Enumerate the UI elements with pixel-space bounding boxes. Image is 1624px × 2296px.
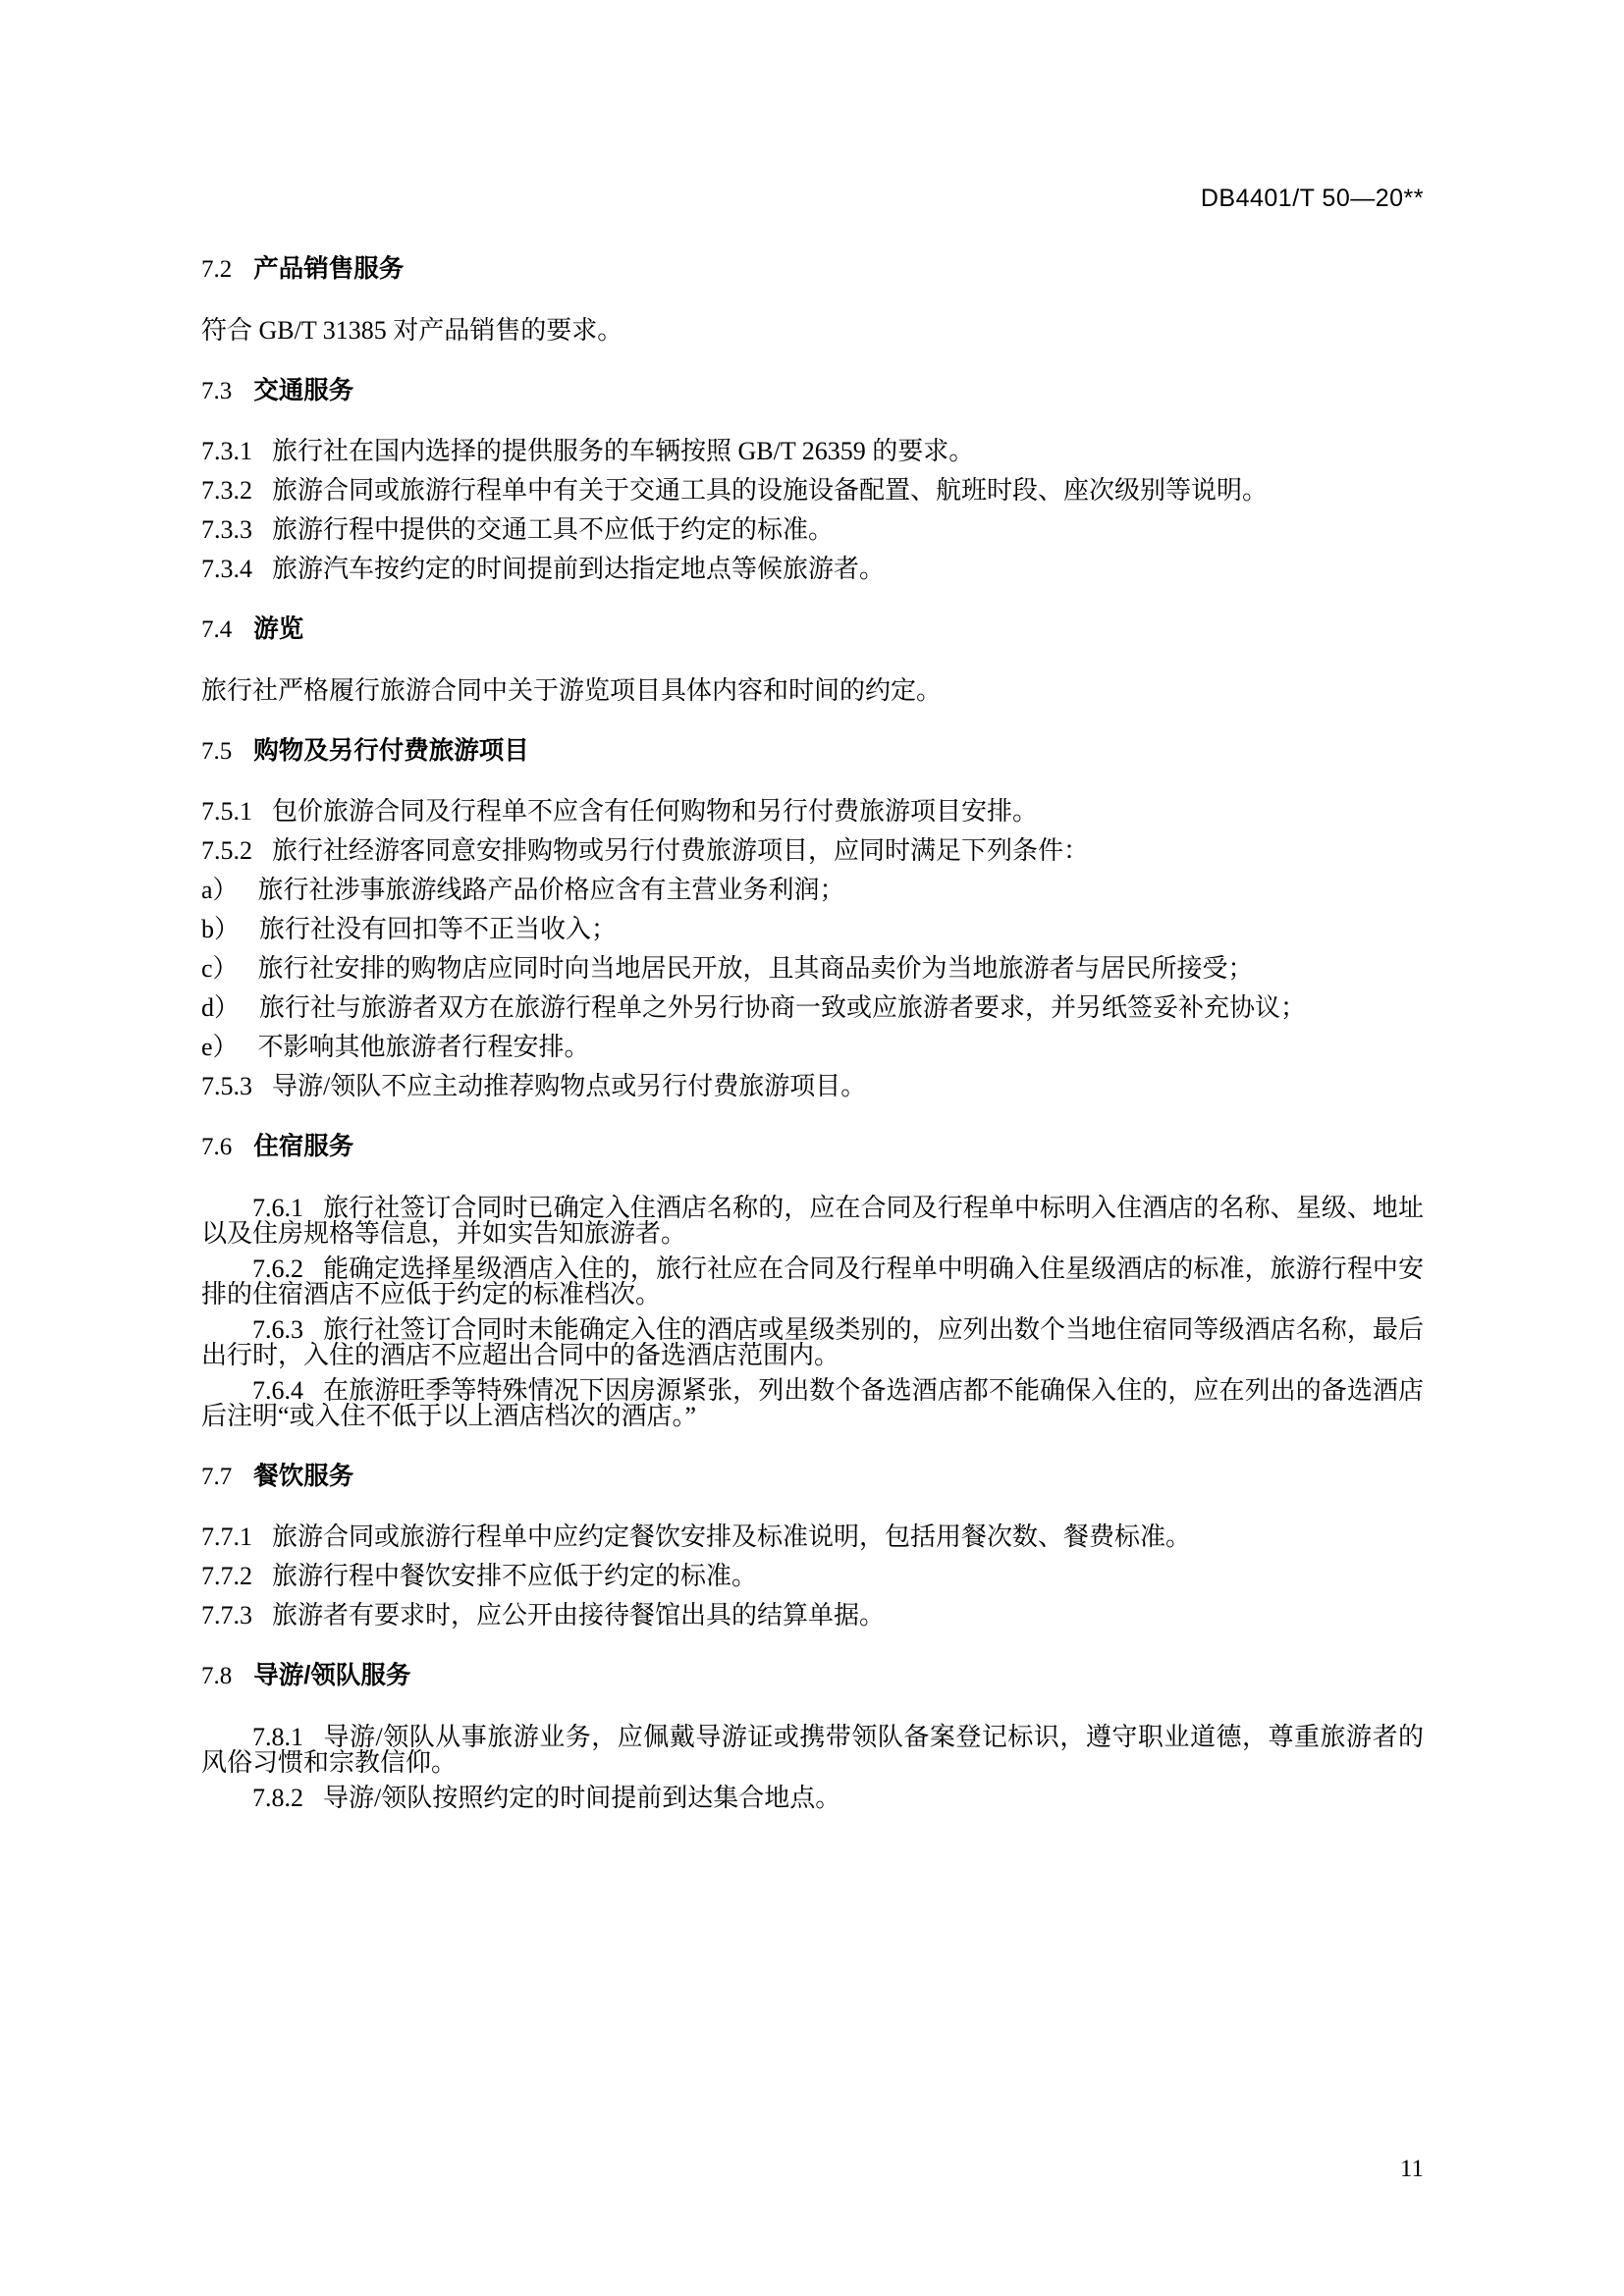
list-item: d） 旅行社与旅游者双方在旅游行程单之外另行协商一致或应旅游者要求，并另纸签妥补充协议； [201,993,1307,1022]
para-7-6-3: 7.6.3 旅行社签订合同时未能确定入住的酒店或星级类别的，应列出数个当地住宿同等级酒店名称，最后出行时，入住的酒店不应超出合同中的备选酒店范围内。 [201,1314,1424,1369]
list-item: b） 旅行社没有回扣等不正当收入； [201,915,618,943]
heading-7-7 [201,1462,1424,1490]
para-7-8-2: 7.8.2 导游/领队按照约定的时间提前到达集合地点。 [252,1783,841,1812]
para-7-5-3: 7.5.3 导游/领队不应主动推荐购物点或另行付费旅游项目。 [201,1072,867,1100]
list-item: c） 旅行社安排的购物店应同时向当地居民开放，且其商品卖价为当地旅游者与居民所接受； [201,954,1254,983]
para-7-6-2: 7.6.2 能确定选择星级酒店入住的，旅行社应在合同及行程单中明确入住星级酒店的标准，旅游行程中安排的住宿酒店不应低于约定的标准档次。 [201,1254,1424,1308]
para-7-5-1: 7.5.1 包价旅游合同及行程单不应含有任何购物和另行付费旅游项目安排。 [201,797,1039,826]
heading-7-8-title: 导游/领队服务 [253,1662,411,1689]
list-item: a） 旅行社涉事旅游线路产品价格应含有主营业务利润； [201,876,845,904]
para-7-6-4: 7.6.4 在旅游旺季等特殊情况下因房源紧张，列出数个备选酒店都不能确保入住的，应在列出的备选酒店后注明“或入住不低于以上酒店档次的酒店。” [201,1375,1424,1430]
heading-7-4-number: 7.4 [201,616,233,643]
heading-7-5 [201,736,1424,765]
heading-7-6-title: 住宿服务 [253,1133,354,1160]
para-7-8-1: 7.8.1 导游/领队从事旅游业务，应佩戴导游证或携带领队备案登记标识，遵守职业道德，尊重旅游者的风俗习惯和宗教信仰。 [201,1722,1424,1777]
para-7-3-1: 7.3.1 旅行社在国内选择的提供服务的车辆按照 GB/T 26359 的要求。 [201,437,975,465]
heading-7-7-title: 餐饮服务 [253,1462,354,1490]
para-7-3-2: 7.3.2 旅游合同或旅游行程单中有关于交通工具的设施设备配置、航班时段、座次级别等说明。 [201,476,1269,505]
heading-7-2-number: 7.2 [201,256,233,283]
para-7-3-3: 7.3.3 旅游行程中提供的交通工具不应低于约定的标准。 [201,515,835,544]
heading-7-2-title: 产品销售服务 [253,255,405,283]
heading-7-6-number: 7.6 [201,1134,233,1160]
heading-7-5-number: 7.5 [201,737,233,765]
para-7-7-3: 7.7.3 旅游者有要求时，应公开由接待餐馆出具的结算单据。 [201,1601,886,1629]
heading-7-3-title: 交通服务 [253,376,354,404]
heading-7-3 [201,376,1424,404]
document-body [201,257,1424,1811]
heading-7-4 [201,617,1424,643]
para-7-4-1: 旅行社严格履行旅游合同中关于游览项目具体内容和时间的约定。 [201,675,943,705]
page-number: 11 [1399,2156,1424,2182]
heading-7-2 [201,257,1424,283]
heading-7-8-number: 7.8 [201,1663,233,1689]
list-7-5-2 [201,878,1424,1060]
heading-7-3-number: 7.3 [201,377,233,404]
para-7-5-2: 7.5.2 旅行社经游客同意安排购物或另行付费旅游项目，应同时满足下列条件： [201,836,1090,865]
heading-7-4-title: 游览 [253,615,304,643]
running-header: DB4401/T 50—20** [1200,185,1424,212]
para-7-7-1: 7.7.1 旅游合同或旅游行程单中应约定餐饮安排及标准说明，包括用餐次数、餐费标准。 [201,1522,1192,1551]
para-7-3-4: 7.3.4 旅游汽车按约定的时间提前到达指定地点等候旅游者。 [201,555,886,583]
list-item: e） 不影响其他旅游者行程安排。 [201,1033,590,1061]
heading-7-8 [201,1664,1424,1689]
page-content [201,0,1424,2296]
heading-7-5-title: 购物及另行付费旅游项目 [253,736,529,765]
heading-7-6 [201,1135,1424,1160]
para-7-2-1: 符合 GB/T 31385 对产品销售的要求。 [201,315,623,345]
para-7-7-2: 7.7.2 旅游行程中餐饮安排不应低于约定的标准。 [201,1562,758,1590]
para-7-6-1: 7.6.1 旅行社签订合同时已确定入住酒店名称的，应在合同及行程单中标明入住酒店的名称、星级、地址以及住房规格等信息，并如实告知旅游者。 [201,1193,1424,1248]
heading-7-7-number: 7.7 [201,1463,233,1490]
